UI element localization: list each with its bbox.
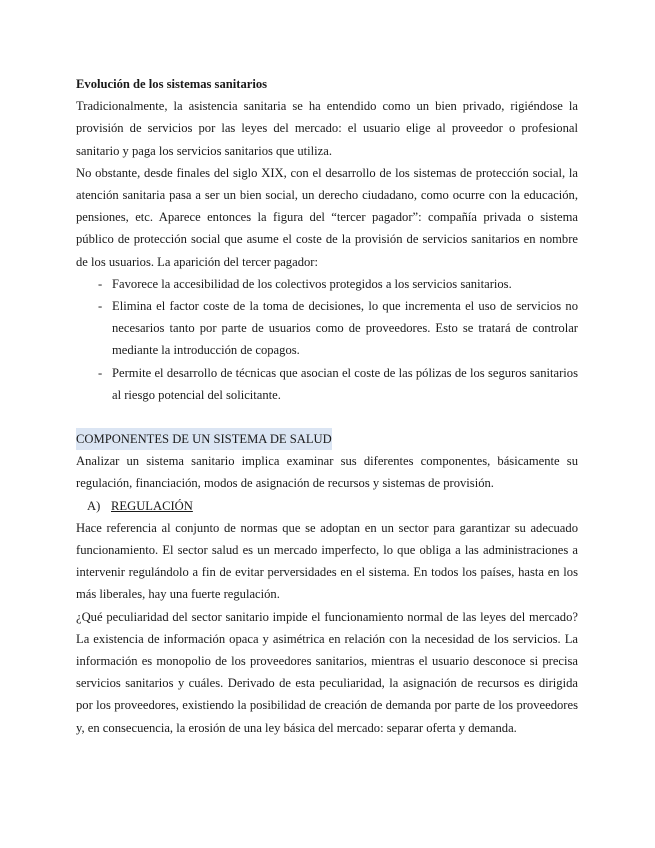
bullet-dash: - [98,299,103,314]
list-item-text: Permite el desarrollo de técnicas que asocian el coste de las pólizas de los seguros sanitarios al riesgo potencial del solicitante. [112,365,578,402]
bullet-list [76,273,578,406]
paragraph: ¿Qué peculiaridad del sector sanitario impide el funcionamiento normal de las leyes del mercado? La existencia de información opaca y asimétrica en relación con la necesidad de los servicios. La información es monopolio de los proveedores sanitarios, mientras el usuario desconoce si precisa servicios sanitarios y cuáles. Derivado de esta peculiaridad, la asignación de recursos es dirigida por los proveedores, existiendo la posibilidad de creación de demanda por parte de los proveedores y, en consecuencia, la erosión de una ley básica del mercado: separar oferta y demanda. [76,609,578,735]
list-item-text: Elimina el factor coste de la toma de decisiones, lo que incrementa el uso de servicios no necesarios tanto por parte de usuarios como de proveedores. Esto se tratará de controlar mediante la introducción de copagos. [112,299,578,358]
subsection-label: REGULACIÓN [111,498,193,513]
document-page [76,73,578,739]
list-item-text: Favorece la accesibilidad de los colectivos protegidos a los servicios sanitarios. [112,276,512,291]
list-item [76,273,578,295]
list-item [76,295,578,362]
bullet-dash: - [98,365,103,380]
subsection-letter: A) [87,498,101,513]
paragraph: Tradicionalmente, la asistencia sanitaria se ha entendido como un bien privado, rigiéndose la provisión de servicios por las leyes del mercado: el usuario elige al proveedor o profesional sanitario y paga los servicios sanitarios que utiliza. [76,99,578,158]
paragraph: No obstante, desde finales del siglo XIX, con el desarrollo de los sistemas de protección social, la atención sanitaria pasa a ser un bien social, un derecho ciudadano, como ocurre con la educación, pensiones, etc. Aparece entonces la figura del “tercer pagador”: compañía privada o sistema público de protección social que asume el coste de la provisión de servicios sanitarios en nombre de los usuarios. La aparición del tercer pagador: [76,165,578,269]
list-item [76,362,578,406]
bullet-dash: - [98,276,103,291]
paragraph: Hace referencia al conjunto de normas que se adoptan en un sector para garantizar su adecuado funcionamiento. El sector salud es un mercado imperfecto, lo que obliga a las administraciones a intervenir regulándolo a fin de evitar perversidades en el sistema. En todos los países, hasta en los más liberales, hay una fuerte regulación. [76,520,578,602]
section-title: Evolución de los sistemas sanitarios [76,77,268,91]
section-heading: COMPONENTES DE UN SISTEMA DE SALUD [76,428,332,450]
paragraph: Analizar un sistema sanitario implica examinar sus diferentes componentes, básicamente su regulación, financiación, modos de asignación de recursos y sistemas de provisión. [76,454,578,491]
subsection-heading [76,495,578,517]
